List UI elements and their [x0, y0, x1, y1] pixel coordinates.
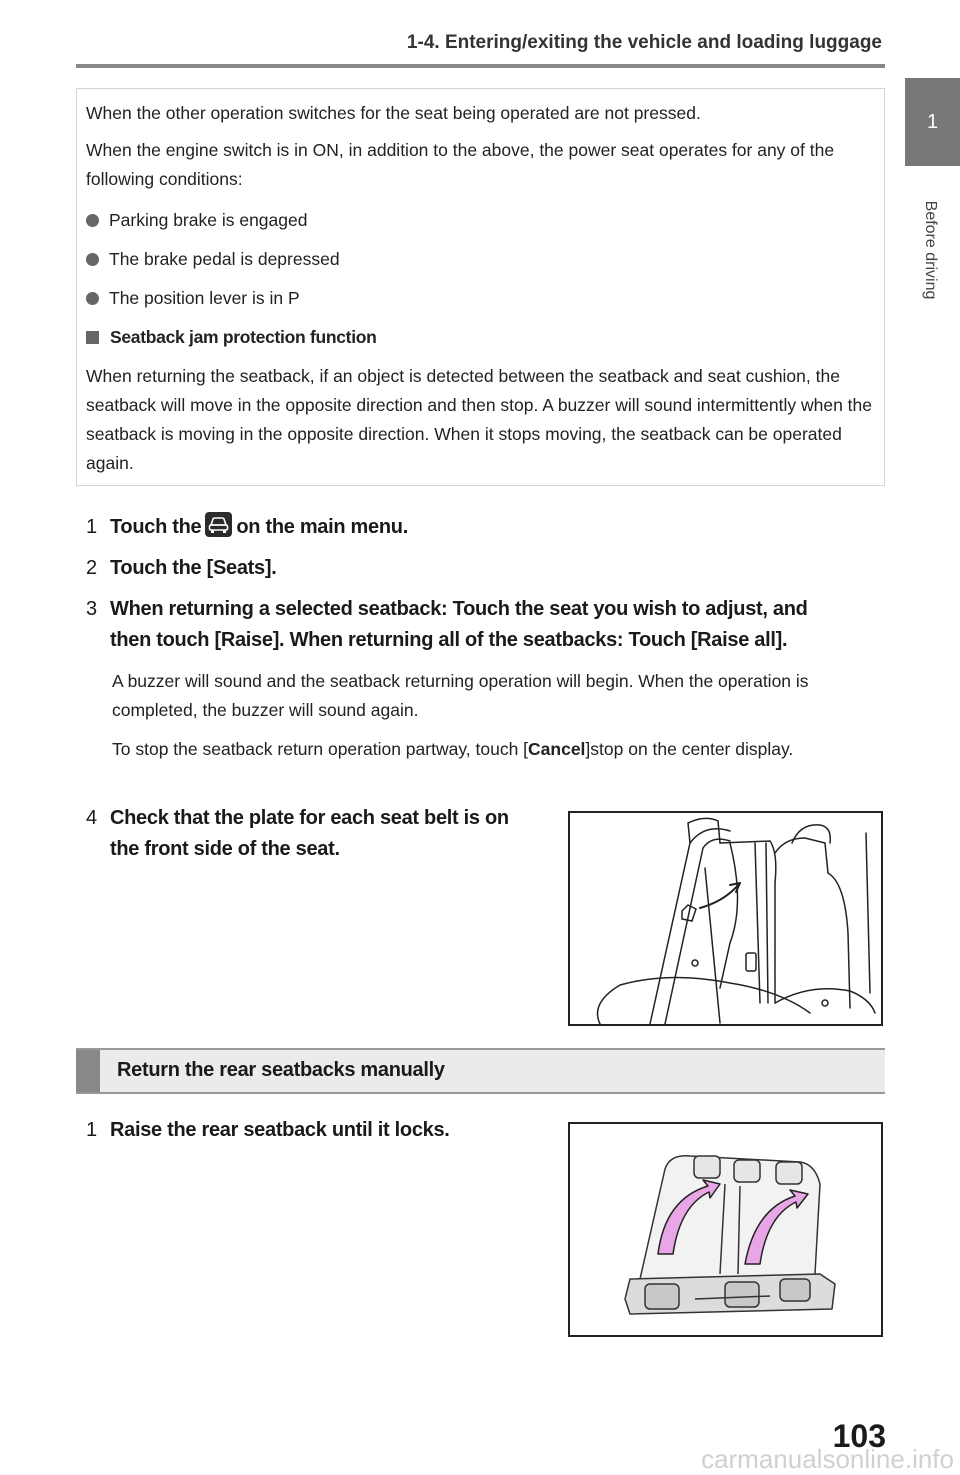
- header-rule: [76, 64, 885, 68]
- car-icon: [205, 512, 232, 537]
- info-paragraph: When the engine switch is in ON, in addition to the above, the power seat operates for any of the following conditions:: [86, 140, 835, 189]
- bullet-dot-icon: [86, 253, 99, 266]
- chapter-tab: [905, 78, 960, 166]
- bullet-item: The brake pedal is depressed: [86, 245, 874, 274]
- step-3-note: A buzzer will sound and the seatback returning operation will begin. When the operation is completed, the buzzer will sound again.: [112, 671, 809, 720]
- square-bullet-icon: [86, 331, 99, 344]
- step-2: 2 Touch the [Seats].: [86, 557, 277, 579]
- seat-belt-illustration: [568, 811, 883, 1026]
- step-3-note: To stop the seatback return operation partway, touch [Cancel]stop on the center display.: [112, 739, 794, 759]
- section-heading-bar: [76, 1048, 885, 1094]
- section-marker: [76, 1050, 100, 1092]
- section-step-1: 1 Raise the rear seatback until it locks.: [86, 1119, 450, 1141]
- step-4: 4 Check that the plate for each seat belt is on the front side of the seat.: [86, 807, 509, 860]
- page-header-title: 1-4. Entering/exiting the vehicle and loading luggage: [406, 32, 882, 53]
- watermark: carmanualsonline.info: [701, 1444, 954, 1474]
- bullet-dot-icon: [86, 214, 99, 227]
- rear-seatback-illustration: [568, 1122, 883, 1337]
- info-paragraph: When returning the seatback, if an object is detected between the seatback and seat cushion, the seatback will move in the opposite direction and then stop. A buzzer will sound intermittently when the seatback is moving in the opposite direction. When it stops moving, the seatback can be operated again.: [86, 366, 872, 473]
- subheading: Seatback jam protection function: [86, 323, 874, 352]
- step-3: 3 When returning a selected seatback: Touch the seat you wish to adjust, and then touch [Raise]. When returning all of the seatbacks: Touch [Raise all].: [86, 598, 808, 651]
- info-paragraph: When the other operation switches for the seat being operated are not pressed.: [86, 103, 701, 123]
- info-box: [76, 88, 885, 486]
- bullet-item: The position lever is in P: [86, 284, 874, 313]
- bullet-dot-icon: [86, 292, 99, 305]
- step-1: 1 Touch the on the main menu.: [86, 512, 408, 543]
- chapter-number: 1: [926, 110, 939, 133]
- section-title: Return the rear seatbacks manually: [117, 1059, 445, 1081]
- bullet-item: Parking brake is engaged: [86, 206, 874, 235]
- page-number: 103: [832, 1418, 886, 1454]
- chapter-label: Before driving: [922, 200, 939, 300]
